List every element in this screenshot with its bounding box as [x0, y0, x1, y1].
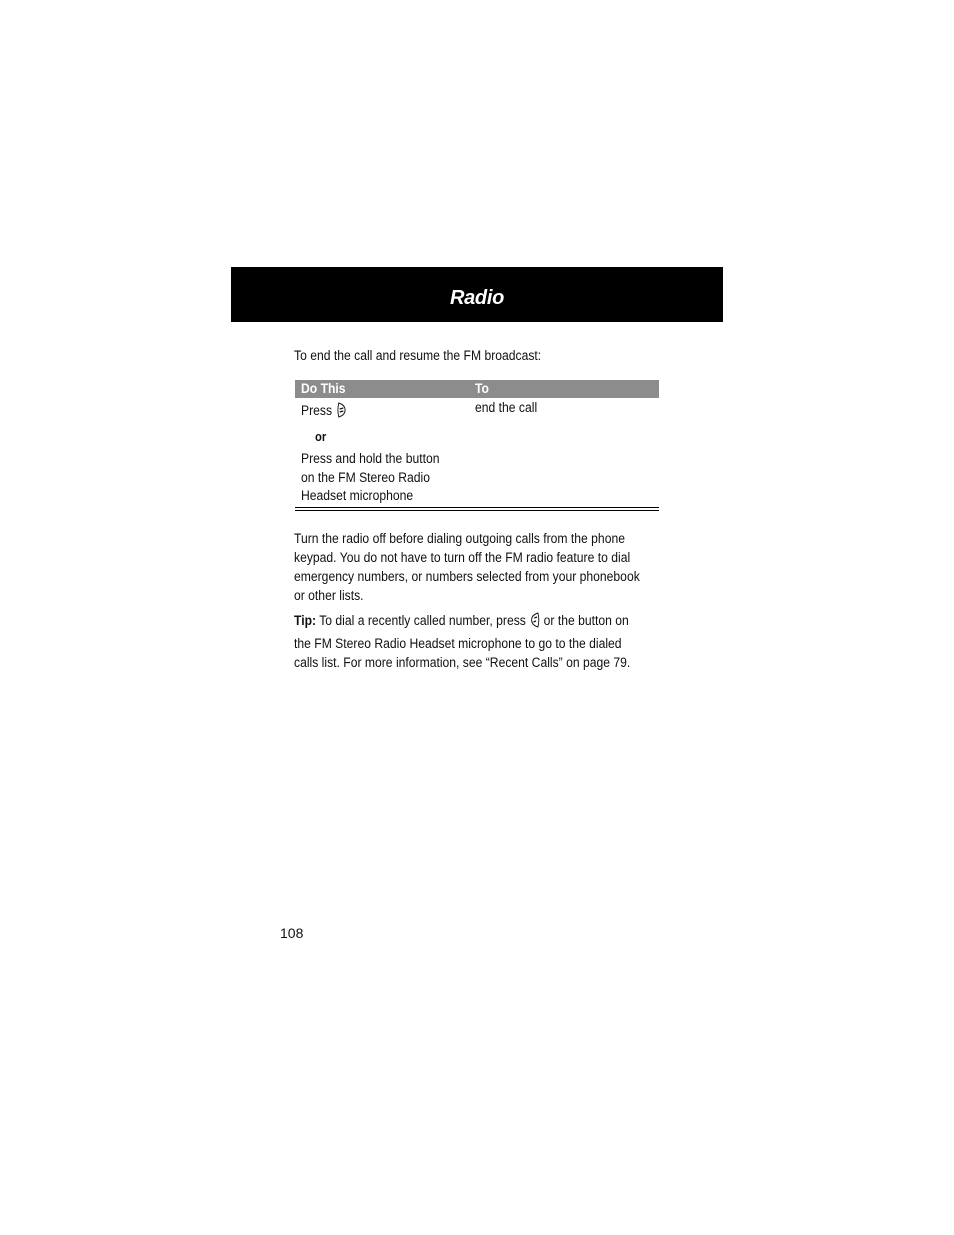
tip-line-1 — [294, 611, 654, 634]
press-instruction — [301, 401, 346, 424]
tip-label: Tip: — [294, 613, 317, 628]
section-header-bar — [231, 267, 723, 322]
page-number: 108 — [280, 925, 304, 941]
column-header-to: To — [475, 381, 489, 396]
table-bottom-rule-2 — [295, 510, 659, 511]
press-label: Press — [301, 403, 333, 418]
instruction-table — [295, 380, 659, 398]
paragraph-line: keypad. You do not have to turn off the FM radio feature to dial — [294, 550, 631, 565]
radio-off-paragraph — [294, 529, 654, 605]
hold-line-3: Headset microphone — [301, 488, 414, 503]
or-label: or — [315, 430, 327, 444]
column-header-do-this: Do This — [301, 381, 346, 396]
intro-text: To end the call and resume the FM broadcast: — [294, 348, 542, 363]
end-key-icon — [336, 401, 347, 424]
table-bottom-rule-1 — [295, 507, 659, 508]
send-key-icon — [529, 611, 540, 634]
tip-paragraph — [294, 611, 654, 672]
paragraph-line: emergency numbers, or numbers selected from your phonebook — [294, 569, 640, 584]
tip-text-a: To dial a recently called number, press — [319, 613, 526, 628]
hold-line-1: Press and hold the button — [301, 451, 440, 466]
table-header-row — [295, 380, 659, 398]
paragraph-line: or other lists. — [294, 588, 364, 603]
tip-line-3: calls list. For more information, see “Recent Calls” on page 79. — [294, 655, 631, 670]
section-title: Radio — [449, 287, 505, 309]
paragraph-line: Turn the radio off before dialing outgoing calls from the phone — [294, 531, 625, 546]
hold-line-2: on the FM Stereo Radio — [301, 470, 430, 485]
tip-text-b: or the button on — [543, 613, 629, 628]
result-text: end the call — [475, 400, 538, 415]
tip-line-2: the FM Stereo Radio Headset microphone to go to the dialed — [294, 636, 622, 651]
